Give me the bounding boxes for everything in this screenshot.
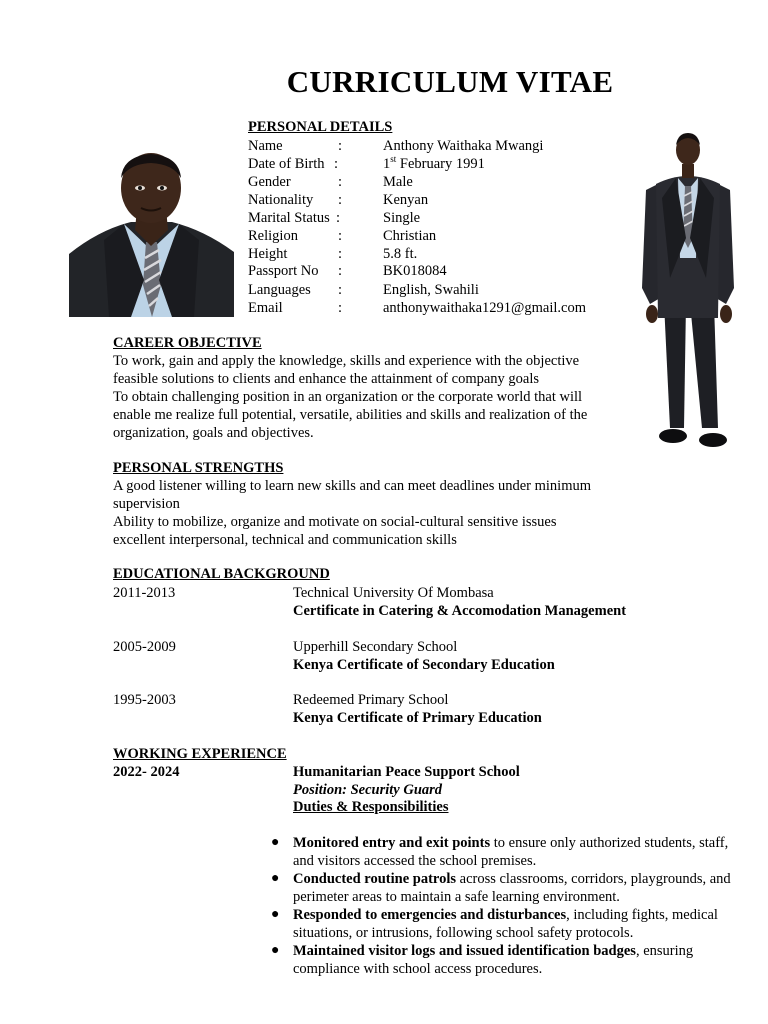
detail-colon: : (338, 174, 343, 190)
bullet-icon: ● (271, 871, 280, 886)
career-objective-line: To obtain challenging position in an organization or the corporate world that will (113, 389, 583, 405)
work-employer: Humanitarian Peace Support School (293, 764, 520, 780)
detail-label: Religion (248, 228, 298, 244)
detail-label: Email (248, 300, 283, 316)
education-school: Redeemed Primary School (293, 692, 449, 708)
personal-strengths-heading: PERSONAL STRENGTHS (113, 460, 284, 476)
detail-label: Name (248, 138, 283, 154)
detail-value: anthonywaithaka1291@gmail.com (383, 300, 587, 316)
detail-row-nationality (248, 191, 648, 209)
detail-colon: : (336, 210, 341, 226)
career-objective-line: feasible solutions to clients and enhance the attainment of company goals (113, 371, 540, 387)
work-heading: WORKING EXPERIENCE (113, 746, 287, 762)
detail-row-passport (248, 262, 648, 280)
education-period: 1995-2003 (113, 692, 176, 708)
education-certificate: Kenya Certificate of Primary Education (293, 710, 542, 726)
duty-text: , including fights, medical situations, or intrusions, following school safety protocols. (293, 907, 718, 941)
dob-rest: February 1991 (396, 156, 485, 172)
education-certificate: Kenya Certificate of Secondary Education (293, 657, 555, 673)
full-body-photo (636, 128, 740, 453)
detail-value: Single (383, 210, 421, 226)
detail-row-dob (248, 155, 648, 173)
education-entry (113, 638, 733, 674)
career-objective-line: enable me realize full potential, versatile, abilities and skills and realization of the (113, 407, 588, 423)
duties-heading: Duties & Responsibilities (293, 799, 449, 815)
work-position: Position: Security Guard (293, 782, 443, 798)
education-period: 2005-2009 (113, 639, 176, 655)
duty-text: , ensuring compliance with school access procedures. (293, 943, 694, 977)
detail-colon: : (338, 228, 343, 244)
strength-line: excellent interpersonal, technical and communication skills (113, 532, 457, 548)
list-item (271, 870, 743, 906)
detail-value: Anthony Waithaka Mwangi (383, 138, 544, 154)
duty-text: to ensure only authorized students, staff, and visitors accessed the school premises. (293, 835, 729, 869)
education-certificate: Certificate in Catering & Accomodation Management (293, 603, 627, 619)
detail-row-religion (248, 227, 648, 245)
detail-value-dob (383, 155, 485, 173)
detail-value: Christian (383, 228, 437, 244)
list-item (271, 834, 743, 870)
detail-row-gender (248, 173, 648, 191)
detail-value: 5.8 ft. (383, 246, 418, 262)
strength-line: supervision (113, 496, 180, 512)
career-objective-heading: CAREER OBJECTIVE (113, 335, 262, 351)
detail-value: BK018084 (383, 263, 447, 279)
detail-value: Kenyan (383, 192, 429, 208)
duty-text: across classrooms, corridors, playgrounds, and perimeter areas to maintain a safe learning environment. (293, 871, 731, 905)
detail-colon: : (338, 300, 343, 316)
detail-value: Male (383, 174, 413, 190)
strength-line: Ability to mobilize, organize and motivate on social-cultural sensitive issues (113, 514, 557, 530)
education-heading: EDUCATIONAL BACKGROUND (113, 566, 330, 582)
detail-colon: : (338, 192, 343, 208)
duty-bold: Responded to emergencies and disturbances (293, 907, 567, 923)
education-entry (113, 584, 733, 620)
bullet-icon: ● (271, 943, 280, 958)
detail-row-email (248, 299, 648, 317)
duty-bold: Monitored entry and exit points (293, 835, 491, 851)
personal-details-heading: PERSONAL DETAILS (248, 119, 393, 135)
strength-line: A good listener willing to learn new skills and can meet deadlines under minimum (113, 478, 591, 494)
detail-label: Nationality (248, 192, 314, 208)
career-objective-text (113, 352, 633, 442)
dob-suffix: st (390, 154, 397, 165)
detail-colon: : (338, 263, 343, 279)
detail-colon: : (334, 156, 339, 172)
detail-row-marital-status (248, 209, 648, 227)
detail-colon: : (338, 246, 343, 262)
personal-strengths-text (113, 477, 633, 549)
detail-row-name (248, 137, 648, 155)
detail-label: Date of Birth (248, 156, 325, 172)
education-period: 2011-2013 (113, 585, 176, 601)
dob-day: 1 (383, 156, 391, 172)
detail-label: Gender (248, 174, 291, 190)
bullet-icon: ● (271, 835, 280, 850)
page-title: CURRICULUM VITAE (286, 64, 614, 99)
education-school: Upperhill Secondary School (293, 639, 458, 655)
bullet-icon: ● (271, 907, 280, 922)
detail-value: English, Swahili (383, 282, 479, 298)
portrait-photo (69, 150, 234, 317)
detail-colon: : (338, 138, 343, 154)
duty-bold: Maintained visitor logs and issued identification badges (293, 943, 636, 959)
detail-label: Marital Status (248, 210, 330, 226)
education-entry (113, 691, 733, 727)
detail-label: Languages (248, 282, 311, 298)
education-school: Technical University Of Mombasa (293, 585, 494, 601)
list-item (271, 906, 743, 942)
detail-row-height (248, 245, 648, 263)
detail-label: Passport No (248, 263, 319, 279)
duties-list (271, 834, 743, 978)
list-item (271, 942, 743, 978)
detail-colon: : (338, 282, 343, 298)
detail-label: Height (248, 246, 288, 262)
work-period: 2022- 2024 (113, 764, 180, 780)
career-objective-line: organization, goals and objectives. (113, 425, 314, 441)
detail-row-languages (248, 281, 648, 299)
duty-bold: Conducted routine patrols (293, 871, 457, 887)
career-objective-line: To work, gain and apply the knowledge, skills and experience with the objective (113, 353, 580, 369)
